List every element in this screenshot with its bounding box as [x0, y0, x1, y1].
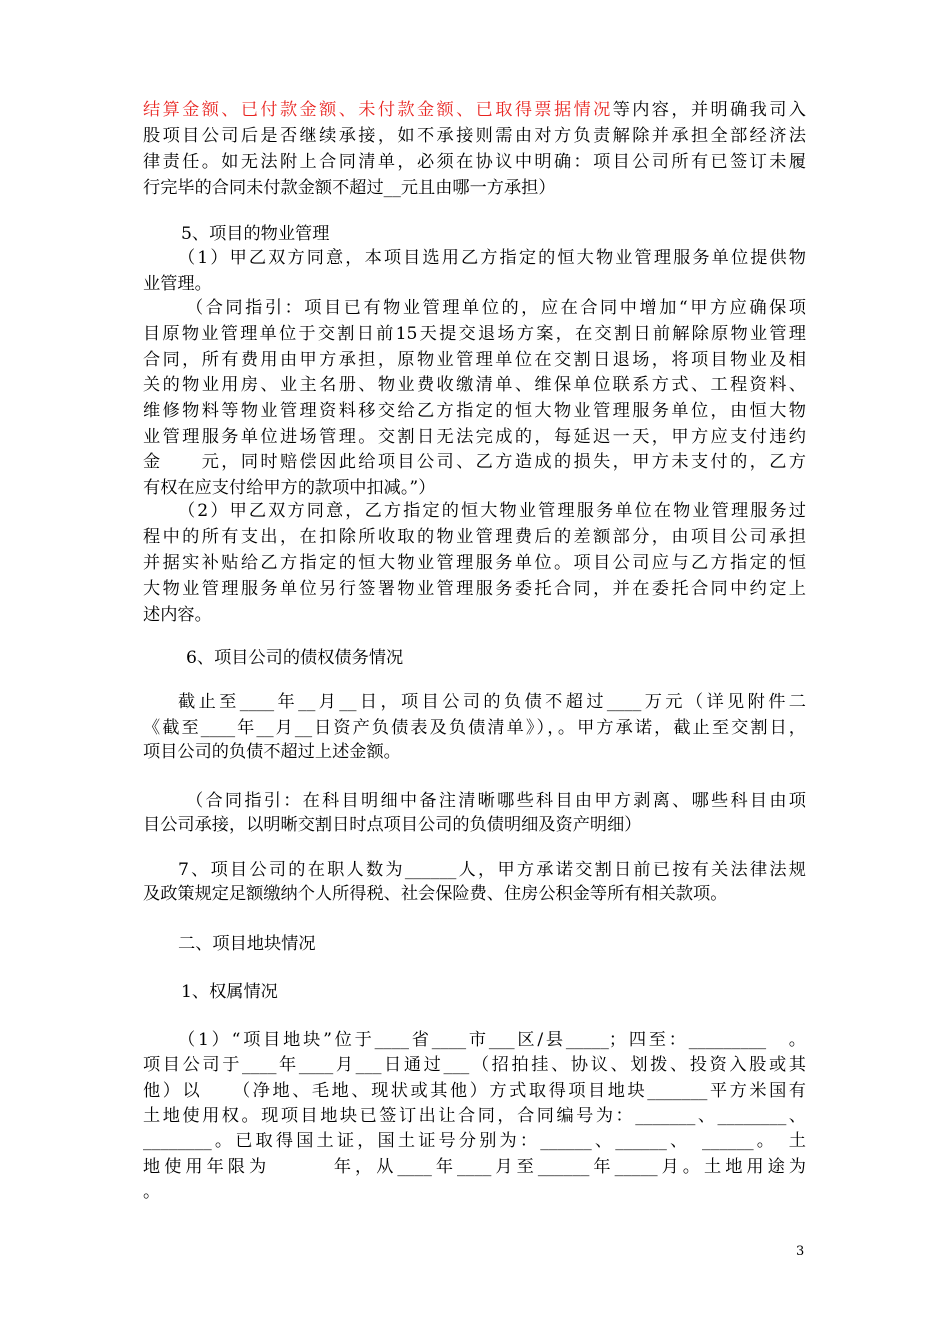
text-line: 金 元，同时赔偿因此给项目公司、乙方造成的损失，甲方未支付的，乙方 [143, 452, 806, 472]
text-line: 股项目公司后是否继续承接，如不承接则需由对方负责解除并承担全部经济法 [143, 126, 806, 146]
text-line: 《截至____年__月__日资产负债表及负债清单》），。甲方承诺，截止至交割日， [143, 718, 806, 738]
page-number: 3 [796, 1244, 805, 1259]
text-line: 7、项目公司的在职人数为______人，甲方承诺交割日前已按有关法律法规 [178, 860, 806, 880]
text-line: 项目公司的负债不超过上述金额。 [143, 742, 401, 762]
text-line: （2）甲乙双方同意，乙方指定的恒大物业管理服务单位在物业管理服务过 [178, 501, 806, 521]
text-line: 有权在应支付给甲方的款项中扣减。”） [143, 478, 436, 498]
text-line: 及政策规定足额缴纳个人所得税、社会保险费、住房公积金等所有相关款项。 [143, 884, 728, 904]
text-line: 关的物业用房、业主名册、物业费收缴清单、维保单位联系方式、工程资料、 [143, 375, 806, 395]
section-heading: 二、项目地块情况 [178, 934, 316, 954]
section-heading: 6、项目公司的债权债务情况 [186, 648, 404, 668]
text-line [143, 98, 806, 122]
text-line: 维修物料等物业管理资料移交给乙方指定的恒大物业管理服务单位，由恒大物 [143, 401, 806, 421]
text-line: （1）“项目地块”位于____省____市___区/县_____；四至：_________ 。 [178, 1030, 806, 1050]
text-line: 业管理。 [143, 274, 212, 294]
text-line: 目原物业管理单位于交割日前15天提交退场方案，在交割日前解除原物业管理 [143, 324, 806, 344]
text-line: 他）以 （净地、毛地、现状或其他）方式取得项目地块_______平方米国有 [143, 1081, 806, 1101]
text-line: 地使用年限为 年，从____年____月至______年_____月。土地用途为 [143, 1157, 806, 1177]
text-line: 目公司承接，以明晰交割日时点项目公司的负债明细及资产明细） [143, 815, 642, 835]
text-line: 述内容。 [143, 605, 212, 625]
section-heading: 5、项目的物业管理 [181, 224, 330, 244]
text-line: 合同，所有费用由甲方承担，原物业管理单位在交割日退场，将项目物业及相 [143, 350, 806, 370]
text-line: （合同指引：在科目明细中备注清晰哪些科目由甲方剥离、哪些科目由项 [186, 791, 806, 811]
text-line: 业管理服务单位进场管理。交割日无法完成的，每延迟一天，甲方应支付违约 [143, 427, 806, 447]
text-segment: 等内容，并明确我司入 [612, 100, 806, 120]
text-line: 律责任。如无法附上合同清单，必须在协议中明确：项目公司所有已签订未履 [143, 152, 806, 172]
text-line: （合同指引：项目已有物业管理单位的，应在合同中增加“甲方应确保项 [186, 298, 806, 318]
text-line: 大物业管理服务单位另行签署物业管理服务委托合同，并在委托合同中约定上 [143, 579, 806, 599]
text-line: 程中的所有支出，在扣除所收取的物业管理费后的差额部分，由项目公司承担 [143, 527, 806, 547]
text-line: 土地使用权。现项目地块已签订出让合同，合同编号为：_______、________、 [143, 1106, 806, 1126]
text-line: 截止至____年__月__日，项目公司的负债不超过____万元（详见附件二 [178, 692, 806, 712]
text-line: （1）甲乙双方同意，本项目选用乙方指定的恒大物业管理服务单位提供物 [178, 248, 806, 268]
text-line: 并据实补贴给乙方指定的恒大物业管理服务单位。项目公司应与乙方指定的恒 [143, 553, 806, 573]
text-line: 。 [143, 1182, 161, 1202]
text-line: 行完毕的合同未付款金额不超过__元且由哪一方承担） [143, 178, 556, 198]
highlighted-text: 结算金额、已付款金额、未付款金额、已取得票据情况 [143, 100, 613, 120]
text-line: 项目公司于____年____月___日通过___（招拍挂、协议、划拨、投资入股或其 [143, 1055, 806, 1075]
section-heading: 1、权属情况 [181, 982, 278, 1002]
text-line: ________。已取得国土证，国土证号分别为：______、______、 ______。 土 [143, 1131, 806, 1151]
